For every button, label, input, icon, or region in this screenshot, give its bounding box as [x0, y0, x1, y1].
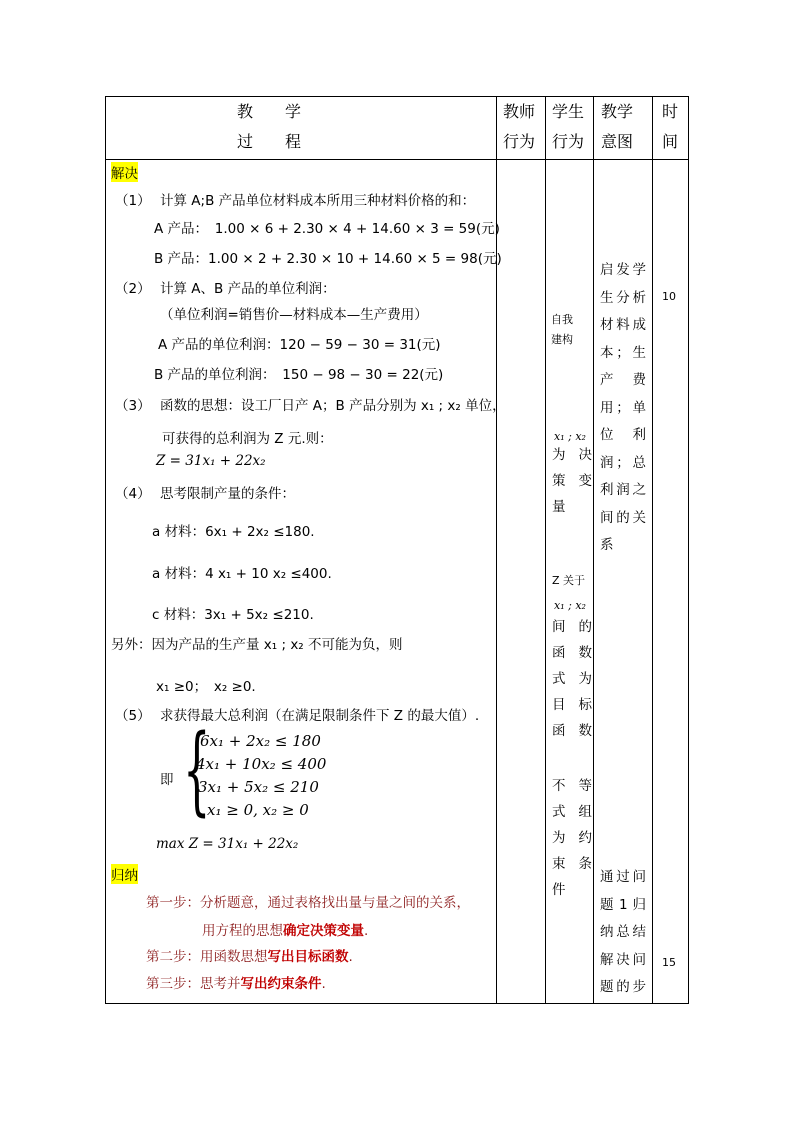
step-number: （2）: [115, 281, 151, 297]
constraint-a: a 材料：6x₁ + 2x₂ ≤180.: [152, 524, 315, 540]
student-vars: x₁ ; x₂: [554, 430, 586, 443]
system-line: 4x₁ + 10x₂ ≤ 400: [196, 755, 327, 773]
table-border-top: [105, 96, 689, 97]
table-border-left: [105, 96, 106, 1004]
time-value: 15: [662, 956, 676, 969]
constraint-b: a 材料：4 x₁ + 10 x₂ ≤400.: [152, 566, 332, 582]
table-border-bottom: [105, 1003, 689, 1004]
header-divider: [105, 159, 689, 160]
constraint-c: c 材料：3x₁ + 5x₂ ≤210.: [152, 607, 314, 623]
intent-analysis: 启发学生分析材料成本；生产费用；单位利润；总利润之间的关系: [600, 262, 646, 553]
step1-text: 计算 A;B 产品单位材料成本所用三种材料价格的和：: [160, 193, 476, 209]
step3-equation: Z = 31x₁ + 22x₂: [156, 453, 266, 469]
col-divider: [545, 96, 546, 1004]
header-time-1: 时: [662, 102, 679, 121]
col-divider: [593, 96, 594, 1004]
summary-step1-line1: 第一步：分析题意，通过表格找出量与量之间的关系，: [146, 895, 470, 911]
student-decision-vars: 为决策变量: [552, 447, 592, 515]
summary-step2: 第二步：用函数思想写出目标函数.: [146, 949, 353, 965]
header-process-line2: 过 程: [237, 132, 302, 151]
ji-label: 即: [160, 772, 174, 788]
step2-product-b: B 产品的单位利润： 150 − 98 − 30 = 22(元): [154, 367, 444, 383]
step3-text2: 可获得的总利润为 Z 元.则：: [162, 431, 333, 447]
step2-formula: （单位利润=销售价—材料成本—生产费用）: [160, 307, 428, 323]
student-constraints: 不等式组为约束条件: [552, 778, 592, 898]
step1-product-a: A 产品： 1.00 × 6 + 2.30 × 4 + 14.60 × 3 = 59(元): [154, 221, 500, 237]
system-line: x₁ ≥ 0, x₂ ≥ 0: [207, 801, 309, 819]
system-brace: {: [183, 714, 211, 826]
header-teacher-1: 教师: [503, 102, 536, 121]
solve-tag: 解决: [111, 162, 138, 182]
header-intent-2: 意图: [601, 132, 634, 151]
step3-text: 函数的思想：设工厂日产 A；B 产品分别为 x₁ ; x₂ 单位，: [160, 398, 506, 414]
student-z-about: Z 关于: [552, 574, 586, 587]
system-line: 6x₁ + 2x₂ ≤ 180: [200, 732, 321, 750]
step-number: （4）: [115, 486, 151, 502]
step2-text: 计算 A、B 产品的单位利润：: [160, 281, 336, 297]
step1-product-b: B 产品：1.00 × 2 + 2.30 × 10 + 14.60 × 5 = 98(元): [154, 251, 502, 267]
col-divider: [652, 96, 653, 1004]
step4-text: 思考限制产量的条件：: [160, 486, 295, 502]
header-student-1: 学生: [552, 102, 585, 121]
nonnegative-note: 另外：因为产品的生产量 x₁ ; x₂ 不可能为负，则: [111, 637, 403, 653]
intent-summary: 通过问题 1 归纳总结解决问题的步: [600, 869, 646, 995]
step-number: （1）: [115, 193, 151, 209]
table-border-right: [688, 96, 689, 1004]
header-process-line1: 教 学: [237, 102, 302, 121]
header-student-2: 行为: [552, 132, 585, 151]
summary-tag: 归纳: [111, 864, 138, 884]
time-value: 10: [662, 290, 676, 303]
header-intent-1: 教学: [601, 102, 634, 121]
nonnegative-condition: x₁ ≥0； x₂ ≥0.: [156, 679, 256, 695]
summary-step3: 第三步：思考并写出约束条件.: [146, 976, 326, 992]
header-teacher-2: 行为: [503, 132, 536, 151]
lesson-table: [105, 96, 689, 1004]
system-line: 3x₁ + 5x₂ ≤ 210: [198, 778, 319, 796]
step-number: （5）: [115, 708, 151, 724]
step5-text: 求获得最大总利润（在满足限制条件下 Z 的最大值）.: [160, 708, 480, 724]
header-time-2: 间: [662, 132, 679, 151]
summary-step1-line2: 用方程的思想确定决策变量.: [202, 923, 369, 939]
student-self-construct: 自我建构: [551, 313, 573, 346]
student-vars: x₁ ; x₂: [554, 599, 586, 612]
student-objective-function: 间的函数式为目标函数: [552, 619, 592, 739]
step-number: （3）: [115, 398, 151, 414]
step2-product-a: A 产品的单位利润：120 − 59 − 30 = 31(元): [158, 337, 441, 353]
objective-function: max Z = 31x₁ + 22x₂: [156, 836, 299, 852]
